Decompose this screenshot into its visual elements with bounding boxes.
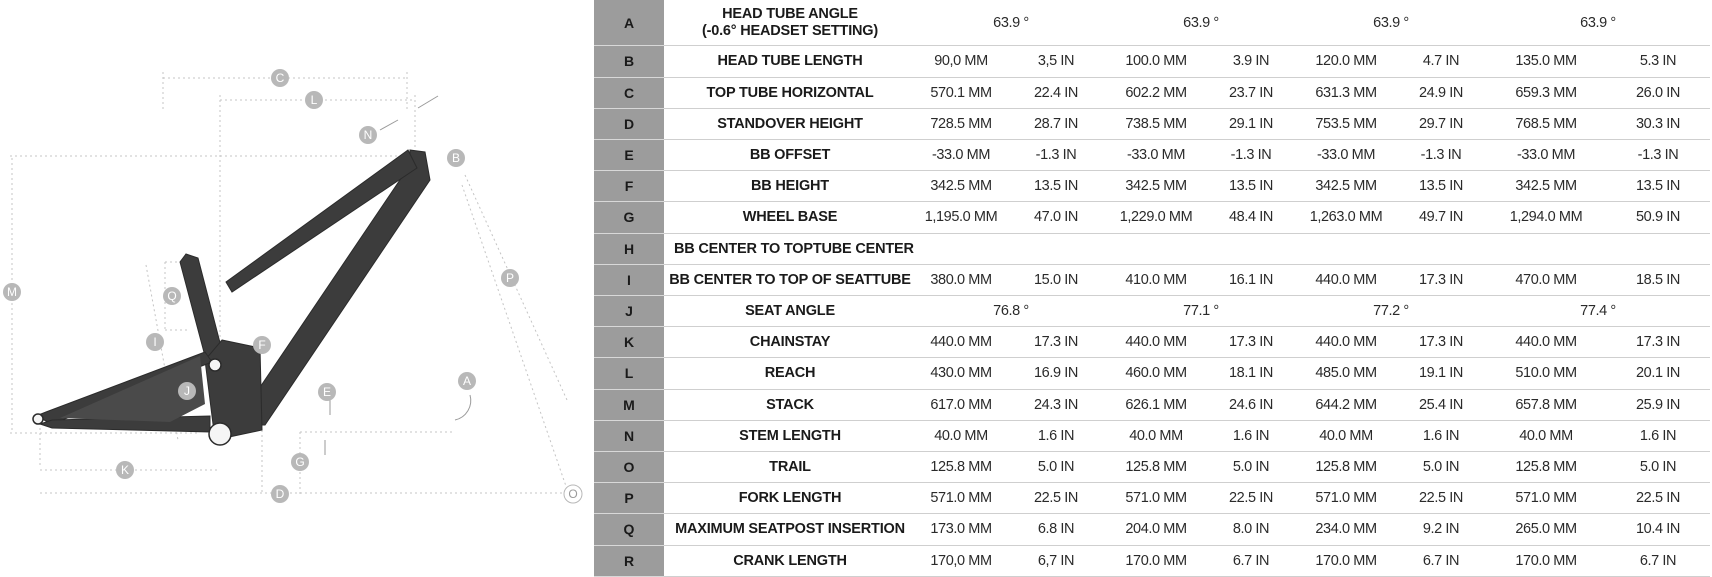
value-cell: 1,263.0 MM xyxy=(1296,202,1396,233)
table-row xyxy=(594,264,1710,295)
value-cell: 49.7 IN xyxy=(1396,202,1486,233)
value-cell: 125.8 MM xyxy=(1106,451,1206,482)
marker-l xyxy=(305,91,323,109)
value-cell xyxy=(1486,233,1606,264)
row-letter: J xyxy=(594,295,664,326)
value-cell: 510.0 MM xyxy=(1486,358,1606,389)
value-cell: 120.0 MM xyxy=(1296,46,1396,77)
value-cell: 485.0 MM xyxy=(1296,358,1396,389)
value-cell: 657.8 MM xyxy=(1486,389,1606,420)
svg-text:L: L xyxy=(310,93,318,107)
value-cell: 626.1 MM xyxy=(1106,389,1206,420)
value-cell: 13.5 IN xyxy=(1006,171,1106,202)
value-cell: 460.0 MM xyxy=(1106,358,1206,389)
value-cell: 617.0 MM xyxy=(916,389,1006,420)
table-row xyxy=(594,451,1710,482)
marker-g xyxy=(271,485,289,503)
table-row xyxy=(594,139,1710,170)
svg-text:A: A xyxy=(462,374,472,388)
value-cell: 125.8 MM xyxy=(1296,451,1396,482)
value-cell: 100.0 MM xyxy=(1106,46,1206,77)
value-cell: 470.0 MM xyxy=(1486,264,1606,295)
value-cell: 1,294.0 MM xyxy=(1486,202,1606,233)
table-row xyxy=(594,514,1710,545)
value-cell: 1,229.0 MM xyxy=(1106,202,1206,233)
table-row xyxy=(594,108,1710,139)
table-row xyxy=(594,171,1710,202)
marker-a xyxy=(458,372,476,390)
row-label: STANDOVER HEIGHT xyxy=(664,108,916,139)
table-row xyxy=(594,389,1710,420)
value-cell: -1.3 IN xyxy=(1006,139,1106,170)
value-cell: -1.3 IN xyxy=(1396,139,1486,170)
marker-o xyxy=(564,485,582,503)
value-cell: 234.0 MM xyxy=(1296,514,1396,545)
row-label: TOP TUBE HORIZONTAL xyxy=(664,77,916,108)
marker-q xyxy=(163,287,181,305)
marker-b xyxy=(447,149,465,167)
row-label: STEM LENGTH xyxy=(664,420,916,451)
value-cell: 17.3 IN xyxy=(1606,327,1710,358)
value-cell: 204.0 MM xyxy=(1106,514,1206,545)
value-cell: 22.5 IN xyxy=(1396,483,1486,514)
value-cell xyxy=(1006,233,1106,264)
value-cell: 8.0 IN xyxy=(1206,514,1296,545)
row-label: WHEEL BASE xyxy=(664,202,916,233)
value-cell: 6.7 IN xyxy=(1606,545,1710,576)
value-cell: 48.4 IN xyxy=(1206,202,1296,233)
value-cell: 602.2 MM xyxy=(1106,77,1206,108)
value-cell: -33.0 MM xyxy=(1296,139,1396,170)
value-cell: 125.8 MM xyxy=(916,451,1006,482)
value-cell: 26.0 IN xyxy=(1606,77,1710,108)
svg-text:F: F xyxy=(258,338,266,352)
value-cell: 4.7 IN xyxy=(1396,46,1486,77)
value-cell: 738.5 MM xyxy=(1106,108,1206,139)
value-cell: 28.7 IN xyxy=(1006,108,1106,139)
svg-text:C: C xyxy=(275,71,285,85)
dimension-lines xyxy=(10,72,568,495)
value-cell xyxy=(1106,233,1206,264)
row-label: REACH xyxy=(664,358,916,389)
value-cell: 342.5 MM xyxy=(916,171,1006,202)
value-cell: 342.5 MM xyxy=(1486,171,1606,202)
value-cell: 13.5 IN xyxy=(1606,171,1710,202)
table-row xyxy=(594,483,1710,514)
row-label: BB OFFSET xyxy=(664,139,916,170)
value-cell: 30.3 IN xyxy=(1606,108,1710,139)
value-cell: 24.3 IN xyxy=(1006,389,1106,420)
value-cell xyxy=(1206,233,1296,264)
value-cell: 40.0 MM xyxy=(916,420,1006,451)
value-cell xyxy=(1396,233,1486,264)
value-cell: -33.0 MM xyxy=(1106,139,1206,170)
value-cell: 17.3 IN xyxy=(1396,327,1486,358)
value-cell: 77.2 ° xyxy=(1296,295,1486,326)
value-cell: 265.0 MM xyxy=(1486,514,1606,545)
value-cell: 63.9 ° xyxy=(1486,0,1710,46)
geometry-table xyxy=(594,0,1710,577)
value-cell: 571.0 MM xyxy=(1486,483,1606,514)
value-cell: 18.5 IN xyxy=(1606,264,1710,295)
row-letter: B xyxy=(594,46,664,77)
svg-text:G: G xyxy=(295,455,305,469)
row-letter: C xyxy=(594,77,664,108)
row-letter: R xyxy=(594,545,664,576)
value-cell: 440.0 MM xyxy=(1296,327,1396,358)
row-label-line2: (-0.6° HEADSET SETTING) xyxy=(701,22,879,39)
value-cell: -33.0 MM xyxy=(916,139,1006,170)
value-cell: 440.0 MM xyxy=(1296,264,1396,295)
table-row xyxy=(594,327,1710,358)
table-row xyxy=(594,77,1710,108)
value-cell: 571.0 MM xyxy=(1106,483,1206,514)
row-letter: Q xyxy=(594,514,664,545)
value-cell: 3,5 IN xyxy=(1006,46,1106,77)
value-cell: 10.4 IN xyxy=(1606,514,1710,545)
value-cell: 170.0 MM xyxy=(1486,545,1606,576)
value-cell: 23.7 IN xyxy=(1206,77,1296,108)
value-cell: 1.6 IN xyxy=(1396,420,1486,451)
value-cell: 1.6 IN xyxy=(1606,420,1710,451)
value-cell: 342.5 MM xyxy=(1296,171,1396,202)
marker-k xyxy=(116,461,134,479)
value-cell: 570.1 MM xyxy=(916,77,1006,108)
value-cell: 644.2 MM xyxy=(1296,389,1396,420)
row-letter: E xyxy=(594,139,664,170)
rear-axle-icon xyxy=(33,414,43,424)
value-cell: 47.0 IN xyxy=(1006,202,1106,233)
svg-text:O: O xyxy=(568,487,578,501)
row-letter: L xyxy=(594,358,664,389)
row-letter: M xyxy=(594,389,664,420)
row-letter: N xyxy=(594,420,664,451)
svg-text:M: M xyxy=(7,285,17,299)
svg-text:P: P xyxy=(505,271,515,285)
value-cell: 90,0 MM xyxy=(916,46,1006,77)
table-row xyxy=(594,545,1710,576)
marker-d xyxy=(253,336,271,354)
svg-text:J: J xyxy=(184,384,190,398)
value-cell: 6.8 IN xyxy=(1006,514,1106,545)
svg-text:B: B xyxy=(451,151,461,165)
value-cell: 6.7 IN xyxy=(1396,545,1486,576)
value-cell: 125.8 MM xyxy=(1486,451,1606,482)
value-cell: 15.0 IN xyxy=(1006,264,1106,295)
value-cell: 17.3 IN xyxy=(1396,264,1486,295)
value-cell: 13.5 IN xyxy=(1396,171,1486,202)
value-cell: 40.0 MM xyxy=(1486,420,1606,451)
bike-frame xyxy=(36,150,430,440)
marker-f xyxy=(291,453,309,471)
row-label: BB HEIGHT xyxy=(664,171,916,202)
value-cell: 17.3 IN xyxy=(1006,327,1106,358)
value-cell: 5.0 IN xyxy=(1606,451,1710,482)
value-cell xyxy=(1296,233,1396,264)
table-row xyxy=(594,233,1710,264)
table-row xyxy=(594,358,1710,389)
value-cell: 25.4 IN xyxy=(1396,389,1486,420)
bottom-bracket-icon xyxy=(209,423,231,445)
value-cell: 13.5 IN xyxy=(1206,171,1296,202)
value-cell: 24.6 IN xyxy=(1206,389,1296,420)
value-cell: 768.5 MM xyxy=(1486,108,1606,139)
value-cell: 1,195.0 MM xyxy=(916,202,1006,233)
value-cell: 16.1 IN xyxy=(1206,264,1296,295)
row-letter: F xyxy=(594,171,664,202)
value-cell: 659.3 MM xyxy=(1486,77,1606,108)
marker-m xyxy=(3,283,21,301)
value-cell: 77.4 ° xyxy=(1486,295,1710,326)
value-cell: 16.9 IN xyxy=(1006,358,1106,389)
row-label: TRAIL xyxy=(664,451,916,482)
value-cell: 24.9 IN xyxy=(1396,77,1486,108)
value-cell: -33.0 MM xyxy=(1486,139,1606,170)
value-cell: 1.6 IN xyxy=(1206,420,1296,451)
row-label: CRANK LENGTH xyxy=(664,545,916,576)
value-cell: 22.5 IN xyxy=(1006,483,1106,514)
table-row xyxy=(594,0,1710,46)
marker-j xyxy=(178,382,196,400)
row-letter: A xyxy=(594,0,664,46)
marker-n xyxy=(359,126,377,144)
value-cell: 342.5 MM xyxy=(1106,171,1206,202)
value-cell: 5.0 IN xyxy=(1206,451,1296,482)
value-cell: 76.8 ° xyxy=(916,295,1106,326)
svg-text:K: K xyxy=(120,463,130,477)
row-label xyxy=(664,0,916,46)
row-letter: K xyxy=(594,327,664,358)
value-cell: 380.0 MM xyxy=(916,264,1006,295)
marker-bubbles xyxy=(3,69,582,503)
value-cell: 135.0 MM xyxy=(1486,46,1606,77)
marker-i xyxy=(146,333,164,351)
value-cell: 170.0 MM xyxy=(1296,545,1396,576)
row-letter: O xyxy=(594,451,664,482)
marker-c xyxy=(271,69,289,87)
row-label-line1: HEAD TUBE ANGLE xyxy=(722,5,858,22)
value-cell: 29.7 IN xyxy=(1396,108,1486,139)
row-label: HEAD TUBE LENGTH xyxy=(664,46,916,77)
value-cell: 40.0 MM xyxy=(1106,420,1206,451)
value-cell: 25.9 IN xyxy=(1606,389,1710,420)
row-letter: G xyxy=(594,202,664,233)
value-cell: 6,7 IN xyxy=(1006,545,1106,576)
value-cell: 173.0 MM xyxy=(916,514,1006,545)
value-cell: 5.3 IN xyxy=(1606,46,1710,77)
svg-text:I: I xyxy=(153,335,157,349)
value-cell: 430.0 MM xyxy=(916,358,1006,389)
value-cell xyxy=(916,233,1006,264)
value-cell: 22.4 IN xyxy=(1006,77,1106,108)
row-label: BB CENTER TO TOP OF SEATTUBE xyxy=(664,264,916,295)
marker-e xyxy=(318,383,336,401)
row-label: CHAINSTAY xyxy=(664,327,916,358)
value-cell: 19.1 IN xyxy=(1396,358,1486,389)
marker-p xyxy=(501,269,519,287)
table-row xyxy=(594,295,1710,326)
value-cell: 571.0 MM xyxy=(1296,483,1396,514)
table-row xyxy=(594,420,1710,451)
pivot-icon xyxy=(209,359,221,371)
down-tube xyxy=(245,150,430,425)
svg-text:Q: Q xyxy=(167,289,177,303)
value-cell: 29.1 IN xyxy=(1206,108,1296,139)
value-cell: 170,0 MM xyxy=(916,545,1006,576)
value-cell: 410.0 MM xyxy=(1106,264,1206,295)
svg-text:E: E xyxy=(322,385,332,399)
value-cell: 17.3 IN xyxy=(1206,327,1296,358)
value-cell: -1.3 IN xyxy=(1606,139,1710,170)
value-cell: 77.1 ° xyxy=(1106,295,1296,326)
value-cell: 22.5 IN xyxy=(1606,483,1710,514)
value-cell: 50.9 IN xyxy=(1606,202,1710,233)
row-letter: H xyxy=(594,233,664,264)
value-cell: 631.3 MM xyxy=(1296,77,1396,108)
value-cell: -1.3 IN xyxy=(1206,139,1296,170)
frame-geometry-diagram xyxy=(0,0,590,577)
row-label: SEAT ANGLE xyxy=(664,295,916,326)
value-cell: 20.1 IN xyxy=(1606,358,1710,389)
value-cell: 9.2 IN xyxy=(1396,514,1486,545)
row-letter: I xyxy=(594,264,664,295)
value-cell: 5.0 IN xyxy=(1006,451,1106,482)
value-cell: 5.0 IN xyxy=(1396,451,1486,482)
table-row xyxy=(594,46,1710,77)
value-cell: 728.5 MM xyxy=(916,108,1006,139)
value-cell: 571.0 MM xyxy=(916,483,1006,514)
value-cell: 6.7 IN xyxy=(1206,545,1296,576)
value-cell: 40.0 MM xyxy=(1296,420,1396,451)
value-cell: 440.0 MM xyxy=(916,327,1006,358)
table-row xyxy=(594,202,1710,233)
value-cell: 1.6 IN xyxy=(1006,420,1106,451)
row-letter: P xyxy=(594,483,664,514)
value-cell: 63.9 ° xyxy=(916,0,1106,46)
value-cell: 22.5 IN xyxy=(1206,483,1296,514)
value-cell: 440.0 MM xyxy=(1486,327,1606,358)
value-cell: 440.0 MM xyxy=(1106,327,1206,358)
value-cell: 18.1 IN xyxy=(1206,358,1296,389)
svg-text:D: D xyxy=(275,487,285,501)
row-letter: D xyxy=(594,108,664,139)
svg-text:N: N xyxy=(363,128,373,142)
row-label: BB CENTER TO TOPTUBE CENTER xyxy=(664,233,916,264)
row-label: STACK xyxy=(664,389,916,420)
value-cell: 753.5 MM xyxy=(1296,108,1396,139)
value-cell: 170.0 MM xyxy=(1106,545,1206,576)
row-label: FORK LENGTH xyxy=(664,483,916,514)
value-cell: 63.9 ° xyxy=(1296,0,1486,46)
value-cell xyxy=(1606,233,1710,264)
value-cell: 63.9 ° xyxy=(1106,0,1296,46)
row-label: MAXIMUM SEATPOST INSERTION xyxy=(664,514,916,545)
value-cell: 3.9 IN xyxy=(1206,46,1296,77)
